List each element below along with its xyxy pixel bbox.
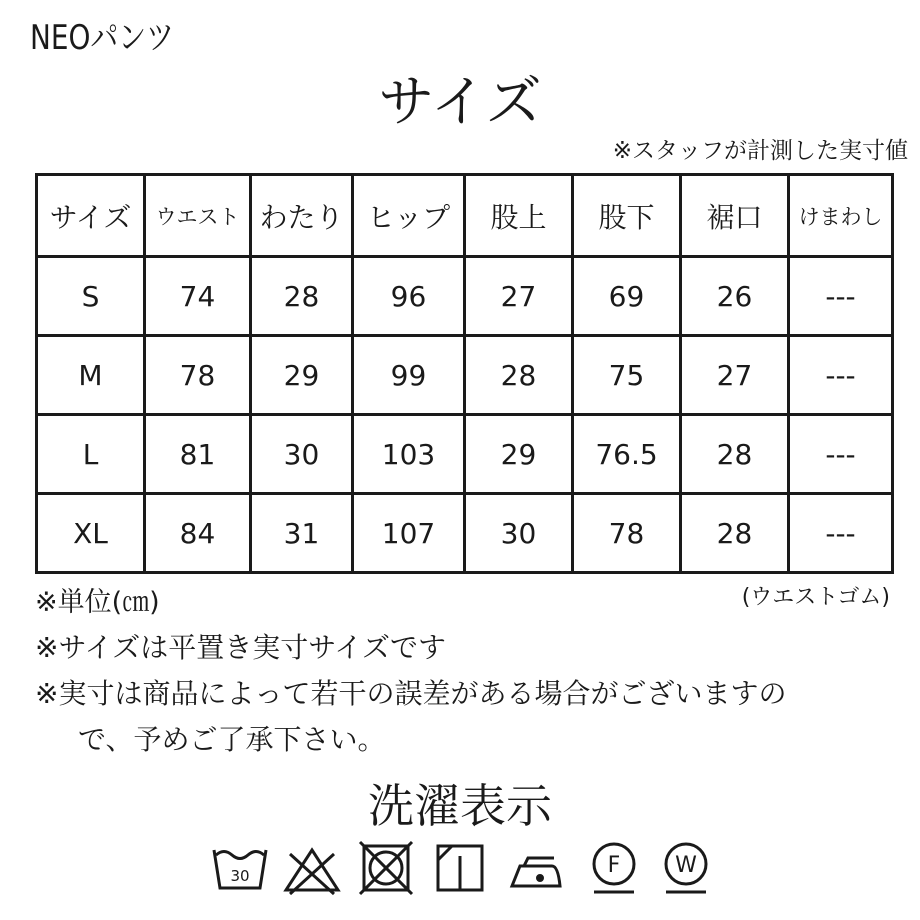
table-row: [37, 494, 893, 573]
table-cell: M: [37, 336, 145, 415]
table-cell: 107: [353, 494, 465, 573]
table-cell: XL: [37, 494, 145, 573]
svg-text:W: W: [675, 853, 697, 878]
header-thigh: わたり: [251, 175, 353, 257]
care-icons: [210, 838, 710, 900]
table-cell: ---: [789, 415, 893, 494]
measure-note: ※スタッフが計測した実寸値: [612, 138, 908, 164]
care-label-title: 洗濯表示: [368, 779, 552, 833]
header-inseam: 股下: [573, 175, 681, 257]
table-cell: 103: [353, 415, 465, 494]
product-name: NEOパンツ: [30, 18, 175, 58]
table-header-row: [37, 175, 893, 257]
header-hem-circumference: けまわし: [789, 175, 893, 257]
header-hip: ヒップ: [353, 175, 465, 257]
table-row: [37, 336, 893, 415]
table-cell: ---: [789, 494, 893, 573]
wet-clean-w-icon: [656, 838, 716, 898]
waist-note: (ウエストゴム): [741, 585, 890, 610]
note-flat-measurement: ※サイズは平置き実寸サイズです: [35, 631, 446, 664]
table-cell: 69: [573, 257, 681, 336]
size-title: サイズ: [378, 70, 542, 135]
no-bleach-icon: [282, 838, 342, 898]
table-cell: 28: [681, 494, 789, 573]
table-cell: 78: [145, 336, 251, 415]
header-hem: 裾口: [681, 175, 789, 257]
table-cell: 28: [251, 257, 353, 336]
table-cell: 74: [145, 257, 251, 336]
table-cell: 84: [145, 494, 251, 573]
table-cell: ---: [789, 336, 893, 415]
table-row: [37, 415, 893, 494]
table-cell: 75: [573, 336, 681, 415]
svg-text:F: F: [607, 853, 621, 878]
table-cell: 27: [465, 257, 573, 336]
table-cell: 31: [251, 494, 353, 573]
dry-clean-f-icon: [584, 838, 644, 898]
table-cell: 96: [353, 257, 465, 336]
table-cell: 81: [145, 415, 251, 494]
table-cell: L: [37, 415, 145, 494]
table-cell: 27: [681, 336, 789, 415]
table-cell: S: [37, 257, 145, 336]
table-cell: 28: [681, 415, 789, 494]
wash-30-icon: [210, 838, 270, 898]
iron-low-icon: [506, 838, 566, 898]
table-cell: 78: [573, 494, 681, 573]
header-size: サイズ: [37, 175, 145, 257]
no-tumble-dry-icon: [356, 838, 416, 898]
table-row: [37, 257, 893, 336]
svg-text:30: 30: [230, 867, 250, 885]
table-cell: ---: [789, 257, 893, 336]
note-measurement-error: ※実寸は商品によって若干の誤差がある場合がございますの: [35, 677, 787, 710]
note-measurement-error-cont: で、予めご了承下さい。: [78, 723, 386, 756]
table-cell: 26: [681, 257, 789, 336]
header-waist: ウエスト: [145, 175, 251, 257]
table-cell: 28: [465, 336, 573, 415]
line-dry-shade-icon: [430, 838, 490, 898]
table-cell: 99: [353, 336, 465, 415]
table-cell: 30: [251, 415, 353, 494]
table-cell: 30: [465, 494, 573, 573]
header-rise: 股上: [465, 175, 573, 257]
table-cell: 29: [251, 336, 353, 415]
unit-note: ※単位(㎝): [35, 587, 160, 618]
size-table: [35, 173, 894, 574]
table-cell: 29: [465, 415, 573, 494]
table-cell: 76.5: [573, 415, 681, 494]
